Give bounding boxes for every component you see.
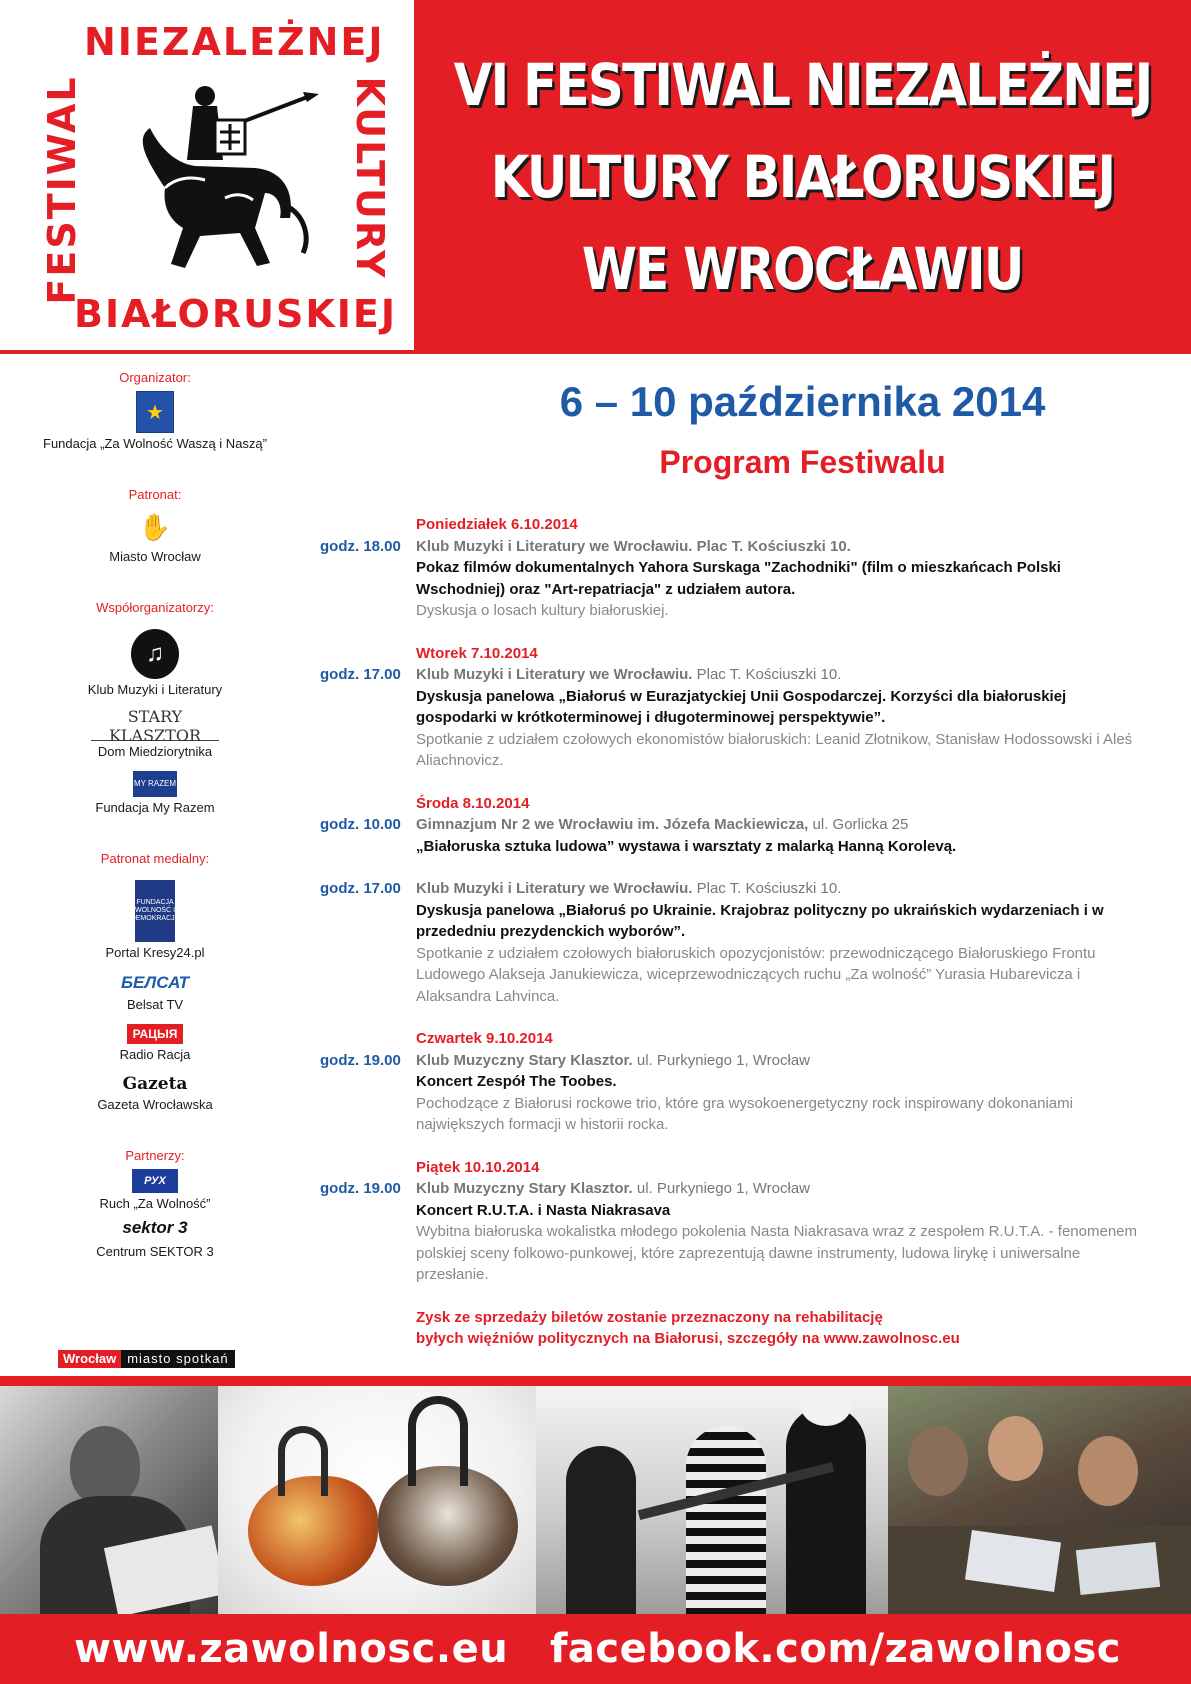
event-title: „Białoruska sztuka ludowa” wystawa i warsztaty z malarką Hanną Korolevą. xyxy=(416,837,957,855)
venue-name: Klub Muzyki i Literatury we Wrocławiu. Plac T. Kościuszki 10. xyxy=(416,537,851,555)
event-description: Spotkanie z udziałem czołowych ekonomistów białoruskich: Leanid Złotnikow, Stanisław Hodossowski i Aleś Aliachnovicz. xyxy=(416,730,1133,769)
event-day: Poniedziałek 6.10.2014 xyxy=(416,516,578,533)
event-wednesday-morning xyxy=(320,793,1150,858)
event-friday xyxy=(320,1157,1150,1286)
logo-word-top: NIEZALEŻNEJ xyxy=(84,20,385,64)
patronage-label: Miasto Wrocław xyxy=(109,549,201,564)
my-razem-logo: MY RAZEM xyxy=(133,771,177,797)
media-label-2: Belsat TV xyxy=(126,996,184,1012)
title-line-1: VI FESTIWAL NIEZALEŻNEJ xyxy=(453,51,1152,119)
belsat-logo: БЕЛСАТ xyxy=(120,972,190,992)
event-title: Koncert Zespół The Toobes. xyxy=(416,1073,617,1090)
partners-heading: Partnerzy: xyxy=(125,1147,185,1163)
pahonia-knight-icon xyxy=(105,68,325,288)
event-time: godz. 19.00 xyxy=(320,1180,401,1197)
festival-title-banner xyxy=(414,0,1191,354)
note-line-1: Zysk ze sprzedaży biletów zostanie przeznaczony na rehabilitację xyxy=(416,1308,883,1326)
media-heading: Patronat medialny: xyxy=(100,850,210,866)
venue-name: Klub Muzyki i Literatury we Wrocławiu. xyxy=(416,880,693,897)
event-wednesday-evening xyxy=(320,878,1150,1007)
coorganizers-heading: Współorganizatorzy: xyxy=(96,600,214,615)
event-time: godz. 17.00 xyxy=(320,666,401,683)
venue-name: Klub Muzyki i Literatury we Wrocławiu. xyxy=(416,666,693,683)
gazeta-logo: Gazeta xyxy=(122,1073,188,1094)
media-label-3: Radio Racja xyxy=(119,1046,191,1062)
wroclaw-city-badge xyxy=(58,1350,235,1368)
event-day: Piątek 10.10.2014 xyxy=(416,1158,540,1176)
venue-name: Klub Muzyczny Stary Klasztor. xyxy=(416,1180,633,1197)
event-venue: Klub Muzyczny Stary Klasztor. ul. Purkyniego 1, Wrocław xyxy=(416,1051,811,1069)
logo-word-right: KULTURY xyxy=(348,76,392,280)
title-line-3: WE WROCŁAWIU xyxy=(582,235,1023,303)
event-description: Dyskusja o losach kultury białoruskiej. xyxy=(416,602,669,619)
racja-logo: РАЦЫЯ xyxy=(127,1024,183,1044)
lyre-logo-icon: ♫ xyxy=(131,629,179,679)
sektor3-logo: sektor 3 xyxy=(122,1217,188,1237)
logo-word-left: FESTIWAL xyxy=(40,75,84,305)
photo-discussion-table xyxy=(888,1386,1191,1614)
event-day: Czwartek 9.10.2014 xyxy=(416,1030,553,1047)
photo-rock-band xyxy=(536,1386,888,1614)
partner-label-2: Centrum SEKTOR 3 xyxy=(96,1243,214,1259)
organizer-heading: Organizator: xyxy=(119,370,191,385)
wroclaw-hands-logo-icon: ✋ xyxy=(138,511,172,542)
event-day: Środa 8.10.2014 xyxy=(416,794,530,812)
event-day: Wtorek 7.10.2014 xyxy=(416,644,538,662)
note-line-2: byłych więźniów politycznych na Białorusi, szczegóły na www.zawolnosc.eu xyxy=(416,1330,960,1347)
venue-name: Gimnazjum Nr 2 we Wrocławiu im. Józefa Mackiewicza, xyxy=(416,816,809,833)
stary-klasztor-logo: STARY KLASZTOR xyxy=(91,713,219,741)
logo-word-bottom: BIAŁORUSKIEJ xyxy=(74,292,398,336)
event-time: godz. 18.00 xyxy=(320,537,401,555)
sponsors-sidebar xyxy=(30,370,280,1281)
event-title: Dyskusja panelowa „Białoruś po Ukrainie. Krajobraz polityczny po ukraińskich wydarzeniach i w przededniu prezydenckich wyborów”. xyxy=(416,901,1104,940)
event-title: Koncert R.U.T.A. i Nasta Niakrasava xyxy=(416,1201,671,1219)
venue-name: Klub Muzyczny Stary Klasztor. xyxy=(416,1051,633,1069)
fundacja-wid-logo: FUNDACJA WOLNOŚĆ I DEMOKRACJA xyxy=(135,880,175,942)
event-title: Pokaz filmów dokumentalnych Yahora Surskaga "Zachodniki" (film o mieszkańcach Polski Wschodniej) oraz "Art-repatriacja" z udziałem autora. xyxy=(416,559,1061,598)
photo-strip xyxy=(0,1376,1191,1614)
festival-dates: 6 – 10 października 2014 xyxy=(559,378,1046,425)
event-time: godz. 10.00 xyxy=(320,816,401,833)
event-time: godz. 19.00 xyxy=(320,1051,401,1069)
ticket-proceeds-note xyxy=(320,1307,1150,1350)
title-line-2: KULTURY BIAŁORUSKIEJ xyxy=(490,143,1115,211)
event-title: Dyskusja panelowa „Białoruś w Eurazjatyckiej Unii Gospodarczej. Korzyści dla białoruskiej gospodarki w krótkoterminowej i długoterminowej perspektywie”. xyxy=(416,687,1067,726)
photo-felt-birds xyxy=(218,1386,536,1614)
event-description: Pochodzące z Białorusi rockowe trio, które gra wysokoenergetyczny rock inspirowany dokonaniami największych formacji w historii rocka. xyxy=(416,1094,1073,1133)
event-time: godz. 17.00 xyxy=(320,880,401,897)
coorg-label-3: Fundacja My Razem xyxy=(95,799,215,815)
event-thursday xyxy=(320,1028,1150,1136)
festival-logo xyxy=(0,0,414,354)
program-list xyxy=(320,514,1150,1350)
coorg-label-2: Dom Miedziorytnika xyxy=(97,743,213,759)
patronage-section xyxy=(30,487,280,564)
event-venue: Klub Muzyczny Stary Klasztor. ul. Purkyniego 1, Wrocław xyxy=(416,1180,811,1197)
media-label-4: Gazeta Wrocławska xyxy=(97,1096,213,1112)
footer-bar xyxy=(0,1614,1191,1684)
media-label-1: Portal Kresy24.pl xyxy=(105,944,205,960)
event-description: Wybitna białoruska wokalistka młodego pokolenia Nasta Niakrasava wraz z zespołem R.U.T.A. - fenomenem polskiej sceny folkowo-punkowej, które zaprezentują dawne instrumenty, ludowa lirykę i uniwersalne przesłanie. xyxy=(416,1223,1138,1283)
website-link[interactable]: www.zawolnosc.eu xyxy=(74,1626,509,1672)
photo-woman-reading xyxy=(0,1386,218,1614)
ruch-logo: РУХ xyxy=(132,1169,178,1193)
wroclaw-badge-name: Wrocław xyxy=(58,1350,121,1368)
organizer-label: Fundacja „Za Wolność Waszą i Naszą” xyxy=(43,436,267,451)
wroclaw-badge-slogan: miasto spotkań xyxy=(121,1350,234,1368)
program-heading: Program Festiwalu xyxy=(659,444,946,480)
event-venue: Klub Muzyki i Literatury we Wrocławiu. Plac T. Kościuszki 10. xyxy=(416,666,842,683)
fundacja-logo-icon: ★ xyxy=(136,391,174,433)
media-section xyxy=(30,851,280,1112)
coorganizers-section xyxy=(30,600,280,815)
event-venue: Gimnazjum Nr 2 we Wrocławiu im. Józefa Mackiewicza, ul. Gorlicka 25 xyxy=(416,816,909,833)
partners-section xyxy=(30,1148,280,1259)
facebook-link[interactable]: facebook.com/zawolnosc xyxy=(550,1626,1121,1672)
event-description: Spotkanie z udziałem czołowych białoruskich opozycjonistów: przewodniczącego Białoruskiego Frontu Ludowego Alakseja Janukiewicza, wiceprzewodniczących ruchu „Za wolność” Yurasia Hubarevicza i Alaksandra Lahvinca. xyxy=(416,944,1096,1005)
partner-label-1: Ruch „Za Wolność” xyxy=(99,1195,211,1211)
event-tuesday xyxy=(320,643,1150,772)
event-venue xyxy=(416,536,1150,558)
coorg-label-1: Klub Muzyki i Literatury xyxy=(87,682,223,697)
organizer-section xyxy=(30,370,280,451)
event-venue: Klub Muzyki i Literatury we Wrocławiu. Plac T. Kościuszki 10. xyxy=(416,880,842,897)
event-monday xyxy=(320,514,1150,622)
patronage-heading: Patronat: xyxy=(128,487,182,502)
